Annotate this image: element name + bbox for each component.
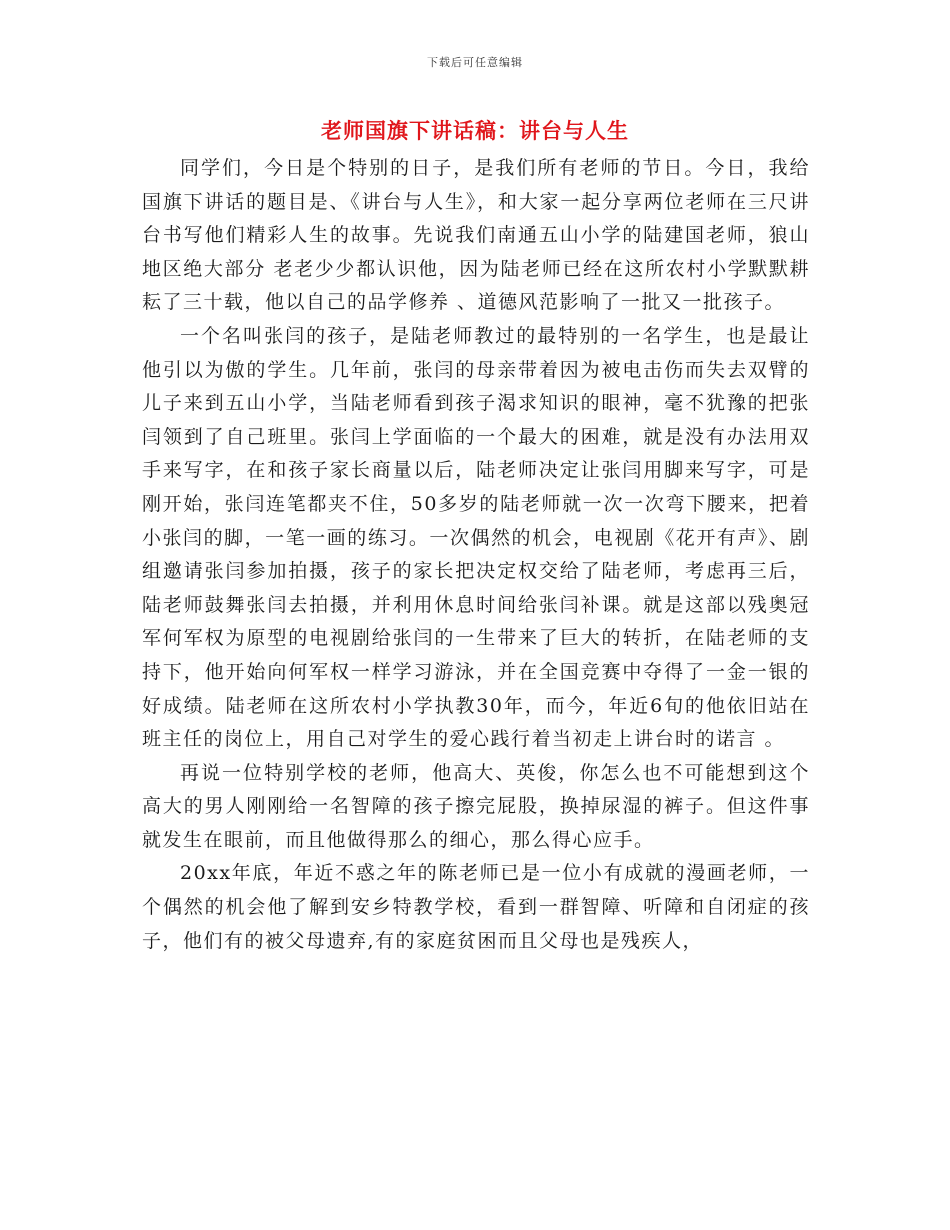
paragraph-4: 20xx年底，年近不惑之年的陈老师已是一位小有成就的漫画老师，一个偶然的机会他了解到安乡特教学校，看到一群智障、听障和自闭症的孩子，他们有的被父母遗弃,有的家庭贫困而且父母也是残疾人， bbox=[142, 862, 810, 952]
document-title: 老师国旗下讲话稿：讲台与人生 bbox=[321, 118, 629, 143]
document-body bbox=[142, 152, 810, 958]
paragraph-3: 再说一位特别学校的老师，他高大、英俊，你怎么也不可能想到这个高大的男人刚刚给一名智障的孩子擦完屁股，换掉尿湿的裤子。但这件事就发生在眼前，而且他做得那么的细心，那么得心应手。 bbox=[142, 761, 810, 851]
paragraph-2: 一个名叫张闫的孩子，是陆老师教过的最特别的一名学生，也是最让他引以为傲的学生。几年前，张闫的母亲带着因为被电击伤而失去双臂的儿子来到五山小学，当陆老师看到孩子渴求知识的眼神，毫不犹豫的把张闫领到了自己班里。张闫上学面临的一个最大的困难，就是没有办法用双手来写字，在和孩子家长商量以后，陆老师决定让张闫用脚来写字，可是刚开始，张闫连笔都夹不住，50多岁的陆老师就一次一次弯下腰来，把着小张闫的脚，一笔一画的练习。一次偶然的机会，电视剧《花开有声》、剧组邀请张闫参加拍摄，孩子的家长把决定权交给了陆老师，考虑再三后，陆老师鼓舞张闫去拍摄，并利用休息时间给张闫补课。就是这部以残奥冠军何军权为原型的电视剧给张闫的一生带来了巨大的转折，在陆老师的支持下，他开始向何军权一样学习游泳，并在全国竞赛中夺得了一金一银的好成绩。陆老师在这所农村小学执教30年，而今，年近6旬的他依旧站在班主任的岗位上，用自己对学生的爱心践行着当初走上讲台时的诺言 。 bbox=[142, 324, 810, 751]
paragraph-1: 同学们，今日是个特别的日子，是我们所有老师的节日。今日，我给国旗下讲话的题目是、《讲台与人生》，和大家一起分享两位老师在三尺讲台书写他们精彩人生的故事。先说我们南通五山小学的陆建国老师，狼山地区绝大部分 老老少少都认识他，因为陆老师已经在这所农村小学默默耕耘了三十载，他以自己的品学修养 、道德风范影响了一批又一批孩子。 bbox=[142, 157, 810, 314]
page-header: 下载后可任意编辑 bbox=[427, 56, 523, 69]
